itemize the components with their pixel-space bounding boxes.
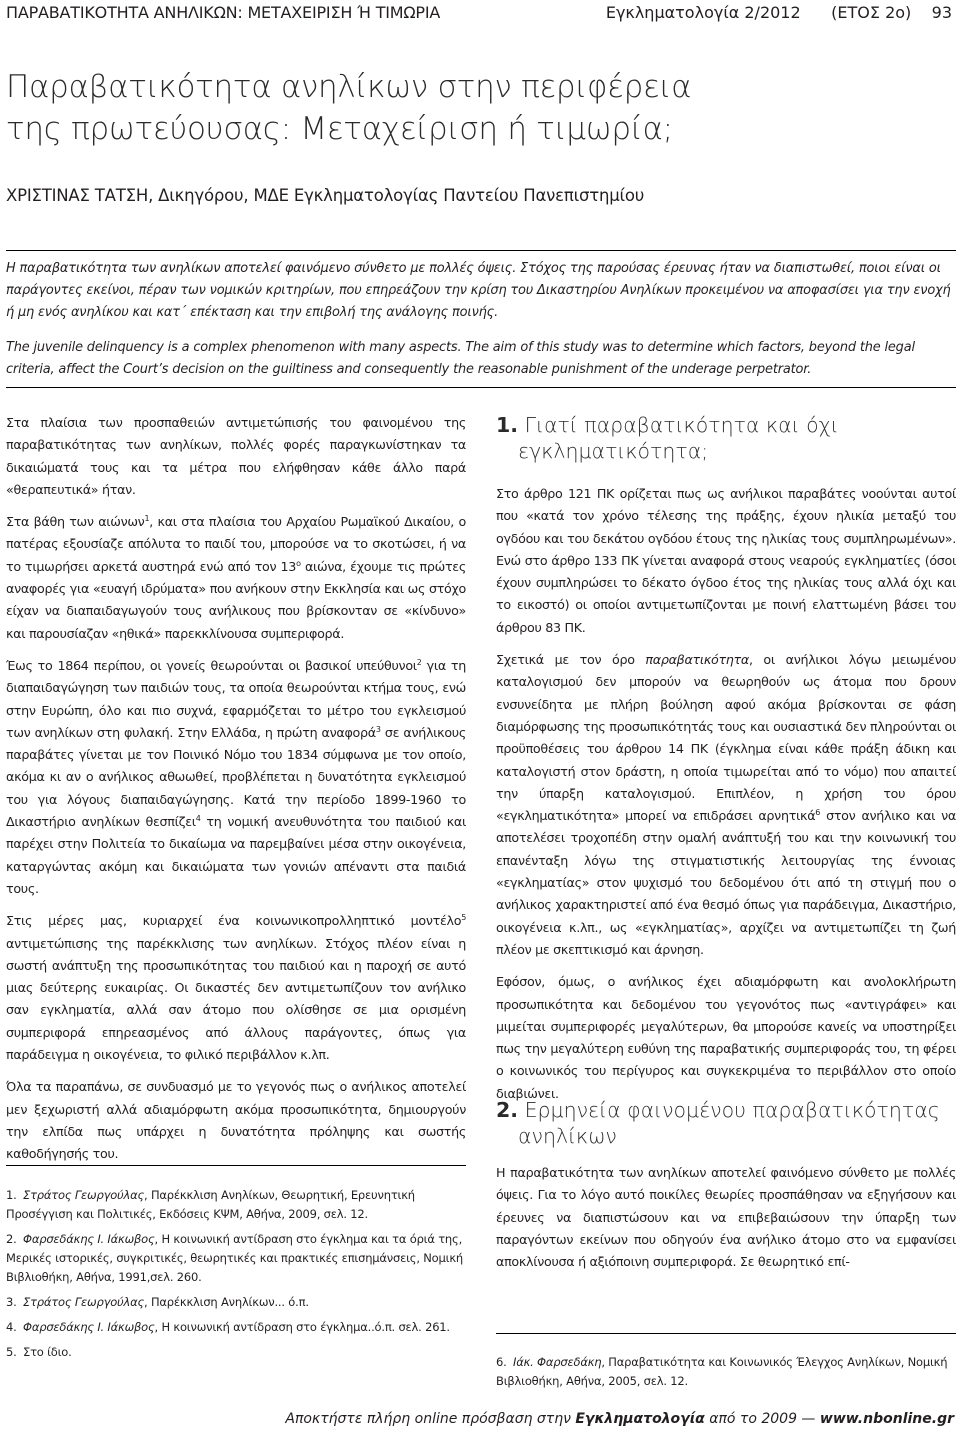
abstract-english: The juvenile delinquency is a complex phenomenon with many aspects. The aim of this study was to determine which factors, beyond the legal criteria, affect the Court’s decision on the guiltiness and consequently the reasonable punishment of the underage perpetrator. xyxy=(6,340,915,377)
section-1-heading xyxy=(496,412,839,464)
footnote-ref[interactable]: 1 xyxy=(144,513,150,523)
author-line: ΧΡΙΣΤΙΝΑΣ ΤΑΤΣΗ, Δικηγόρου, ΜΔΕ Εγκληματολογίας Παντείου Πανεπιστημίου xyxy=(6,186,645,205)
abstract-bottom-rule xyxy=(6,387,956,388)
section-2-heading xyxy=(496,1097,940,1149)
journal-year: (ΕΤΟΣ 2ο) xyxy=(831,3,912,22)
abstract-top-rule xyxy=(6,250,956,251)
journal-name: Εγκληματολογία 2/2012 xyxy=(605,3,801,22)
footnotes-left xyxy=(6,1186,466,1362)
page-footer: Αποκτήστε πλήρη online πρόσβαση στην Εγκληματολογία από το 2009 — www.nbonline.gr xyxy=(285,1411,954,1427)
footnote-ref[interactable]: 4 xyxy=(195,813,201,823)
footnote-1: 1. Στράτος Γεωργούλας, Παρέκκλιση Ανηλίκων, Θεωρητική, Ερευνητική Προσέγγιση και Πολιτικές, Εκδόσεις ΚΨΜ, Αθήνα, 2009, σελ. 12. xyxy=(6,1188,415,1221)
section-1-title-a: Γιατί παραβατικότητα και όχι xyxy=(524,413,839,437)
paragraph: Η παραβατικότητα των ανηλίκων αποτελεί φαινόμενο σύνθετο με πολλές όψεις. Για το λόγο αυτό ποικίλες θεωρίες προσπάθησαν να εξηγήσουν και έρευνες να διαπιστώσουν και να επιβεβαιώσουν την ύπαρξη των παραγόντων εκείνων που οδηγούν ένα ανήλικο άτομο στο να εμφανίσει αποκλίνουσα ή αξιόποινη συμπεριφορά. Σε θεωρητικό επί- xyxy=(496,1165,956,1270)
paragraph: Εφόσον, όμως, ο ανήλικος έχει αδιαμόρφωτη και ανολοκλήρωτη προσωπικότητα και δεδομένου του γεγονότος πως «αντιγράφει» και μιμείται συμπεριφορές μεγαλύτερων, θα μπορούσε κανείς να υποστηρίξει πως την μεγαλύτερη ευθύνη της παραβατικής συμπεριφοράς του, τη φέρει ο κοινωνικός του περίγυρος και συγκεκριμένα το περιβάλλον στο οποίο διαβιώνει. xyxy=(496,974,956,1101)
footnote-rule-left xyxy=(6,1165,466,1166)
footnote-6: 6. Ιάκ. Φαρσεδάκη, Παραβατικότητα και Κοινωνικός Έλεγχος Ανηλίκων, Νομική Βιβλιοθήκη, Αθήνα, 2005, σελ. 12. xyxy=(496,1355,948,1388)
paragraph: Στις μέρες μας, κυριαρχεί ένα κοινωνικοπρολληπτικό μοντέλο$^5$ αντιμετώπισης της παρέκκλισης των ανηλίκων. Στόχος πλέον είναι η σωστή ανάπτυξη της προσωπικότητας του παιδιού και η παροχή σε αυτό μιας δεύτερης ευκαιρίας. Οι δικαστές δεν αντιμετωπίζουν τον ανήλικο σαν εγκληματία, αλλά σαν άτομο που ολίσθησε σε μια ορισμένη συμπεριφορά επηρεασμένος από άλλους παράγοντες, όπως για παράδειγμα η οικογένεια, το φιλικό περιβάλλον κ.λπ. xyxy=(6,913,466,1063)
running-header-title: ΠΑΡΑΒΑΤΙΚΟΤΗΤΑ ΑΝΗΛΙΚΩΝ: ΜΕΤΑΧΕΙΡΙΣΗ Ή ΤΙΜΩΡΙΑ xyxy=(6,3,441,22)
paragraph: Στα πλαίσια των προσπαθειών αντιμετώπισής του φαινομένου της παραβατικότητας των ανηλίκων, πολλές φορές παραγκωνίστηκαν τα δικαιώματά τους και τα μέτρα που ελήφθησαν κάθε άλλο παρά «θεραπευτικά» ήταν. xyxy=(6,415,466,497)
left-column xyxy=(6,412,466,1176)
section-1-number: 1. xyxy=(496,413,519,437)
footer-url-link[interactable]: www.nbonline.gr xyxy=(819,1411,954,1427)
paragraph: Σχετικά με τον όρο παραβατικότητα, οι ανήλικοι λόγω μειωμένου καταλογισμού δεν μπορούν να θεωρηθούν ως άτομα που δρουν ενσυνείδητα με πλήρη βούληση αφού ακόμα βρίσκονται σε φάση διαμόρφωσης της προσωπικότητάς τους και ουσιαστικά δεν πληρούνται οι προϋποθέσεις του άρθρου 14 ΠΚ (έγκλημα είναι κάθε πράξη άδικη και καταλογιστή στον δράστη, η οποία τιμωρείται από το νόμο) που απαιτεί την ύπαρξη καταλογισμού. Επιπλέον, η χρήση του όρου «εγκληματικότητα» μπορεί να επιδράσει αρνητικά$^6$ στον ανήλικο και να αποτελέσει τροχοπέδη στην ομαλή ανάπτυξή του και την κοινωνική του επανένταξη λόγω της στιγματιστικής λειτουργίας της έννοιας «εγκληματίας» στον ψυχισμό του δεδομένου ότι από τη στιγμή που ο ανήλικος χαρακτηριστεί από ένα θεσμό όπως για παράδειγμα, Δικαστήριο, οικογένεια κ.λπ., ως «εγκληματίας», αρχίζει να αντιμετωπίζει τη ζωή πλέον με σκεπτικισμό και άρνηση. xyxy=(496,652,956,957)
footer-brand: Εγκληματολογία xyxy=(575,1411,705,1427)
footnote-ref[interactable]: 6 xyxy=(815,807,821,817)
footnote-4: 4. Φαρσεδάκης Ι. Ιάκωβος, Η κοινωνική αντίδραση στο έγκλημα..ό.π. σελ. 261. xyxy=(6,1320,450,1334)
footnote-rule-right xyxy=(496,1333,956,1334)
page-number: 93 xyxy=(931,3,952,22)
paragraph: Έως το 1864 περίπου, οι γονείς θεωρούνται οι βασικοί υπεύθυνοι$^2$ για τη διαπαιδαγώγηση των παιδιών τους, τα οποία θεωρούνται κτήμα τους, ενώ στην Ευρώπη, όλο και πιο συχνά, εφαρμόζεται το μέτρο του εγκλεισμού των ανηλίκων στη φυλακή. Στην Ελλάδα, η πρώτη αναφορά$^3$ σε ανήλικους παραβάτες γίνεται με τον Ποινικό Νόμο του 1834 σύμφωνα με τον οποίο, ακόμα κι αν ο ανήλικος αθωωθεί, προβλέπεται η δυνατότητα εγκλεισμού του για λόγους διαπαιδαγώγησης. Κατά την περίοδο 1899-1960 το Δικαστήριο ανηλίκων θεσπίζει$^4$ τη νομική ανευθυνότητα του παιδιού και παρέχει στην Πολιτεία το δικαίωμα να παρεμβαίνει μέσα στην οικογένεια, καταργώντας ακόμη και δικαιώματα των γονιών απέναντι στα παιδιά τους. xyxy=(6,657,466,896)
right-column xyxy=(496,483,956,1115)
running-header-journal xyxy=(606,3,952,22)
section-1-title-b: εγκληματικότητα; xyxy=(518,439,709,463)
article-title-line-1: Παραβατικότητα ανηλίκων στην περιφέρεια xyxy=(6,69,692,105)
article-title xyxy=(6,66,946,150)
footnote-ref[interactable]: 3 xyxy=(375,724,381,734)
footnote-2: 2. Φαρσεδάκης Ι. Ιάκωβος, Η κοινωνική αντίδραση στο έγκλημα και τα όριά της, Μερικές ιστορικές, συγκριτικές, θεωρητικές και πρακτικές επισημάνσεις, Νομική Βιβλιοθήκη, Αθήνα, 1991,σελ. 260. xyxy=(6,1232,463,1284)
footnote-ref[interactable]: 2 xyxy=(416,657,422,667)
abstract-greek: Η παραβατικότητα των ανηλίκων αποτελεί φαινόμενο σύνθετο με πολλές όψεις. Στόχος της παρούσας έρευνας ήταν να διαπιστωθεί, ποιοι είναι οι παράγοντες εκείνοι, πέραν των νομικών κριτηρίων, που επηρεάζουν την κρίση του Δικαστηρίου Ανηλίκων προκειμένου να αποφασίσει για την ενοχή ή μη ενός ανηλίκου και κατ΄ επέκταση και την επιβολή της ανάλογης ποινής. xyxy=(6,261,951,320)
section-2-number: 2. xyxy=(496,1098,519,1122)
article-title-line-2: της πρωτεύουσας: Μεταχείριση ή τιμωρία; xyxy=(6,111,673,147)
section-2-title-b: ανηλίκων xyxy=(518,1124,617,1148)
section-2-body xyxy=(496,1162,956,1283)
paragraph: Στο άρθρο 121 ΠΚ ορίζεται πως ως ανήλικοι παραβάτες νοούνται αυτοί που «κατά τον χρόνο τέλεσης της πράξης, έχουν ηλικία μεταξύ του ογδόου και του δεκάτου ογδόου έτους της ηλικίας τους συμπληρωμένων». Ενώ στο άρθρο 133 ΠΚ γίνεται αναφορά στους νεαρούς εγκληματίες (όσοι έχουν συμπληρώσει το δέκατο όγδοο έτος της ηλικίας τους αλλά όχι και το εικοστό) οι οποίοι αντιμετωπίζονται με ποινή ελαττωμένη βάσει του άρθρου 83 ΠΚ. xyxy=(496,486,956,635)
footnote-3: 3. Στράτος Γεωργούλας, Παρέκκλιση Ανηλίκων... ό.π. xyxy=(6,1295,309,1309)
paragraph: Όλα τα παραπάνω, σε συνδυασμό με το γεγονός πως ο ανήλικος αποτελεί μεν ξεχωριστή αλλά αδιαμόρφωτη ακόμα προσωπικότητα, δημιουργούν την ελπίδα πως υπάρχει η δυνατότητα πρόληψης και σωστής καθοδήγησής του. xyxy=(6,1079,466,1162)
paragraph: Στα βάθη των αιώνων$^1$, και στα πλαίσια του Αρχαίου Ρωμαϊκού Δικαίου, ο πατέρας εξουσίαζε απόλυτα το παιδί του, μπορούσε να το σκοτώσει, ή να το τιμωρήσει αρκετά αυστηρά ενώ από τον $13^o$ αιώνα, έχουμε τις πρώτες αναφορές για «ευαγή ιδρύματα» που ανήκουν στην Εκκλησία και ως στόχο είχαν να διαπαιδαγωγούν τους ανήλικους που βρίσκονταν σε «κίνδυνο» και παρουσίαζαν «ηθικά» παρεκκλίνουσα συμπεριφορά. xyxy=(6,513,466,641)
section-2-title-a: Ερμηνεία φαινομένου παραβατικότητας xyxy=(524,1098,940,1122)
footnote-ref[interactable]: 5 xyxy=(461,913,466,922)
footnote-5: 5. Στο ίδιο. xyxy=(6,1345,72,1359)
